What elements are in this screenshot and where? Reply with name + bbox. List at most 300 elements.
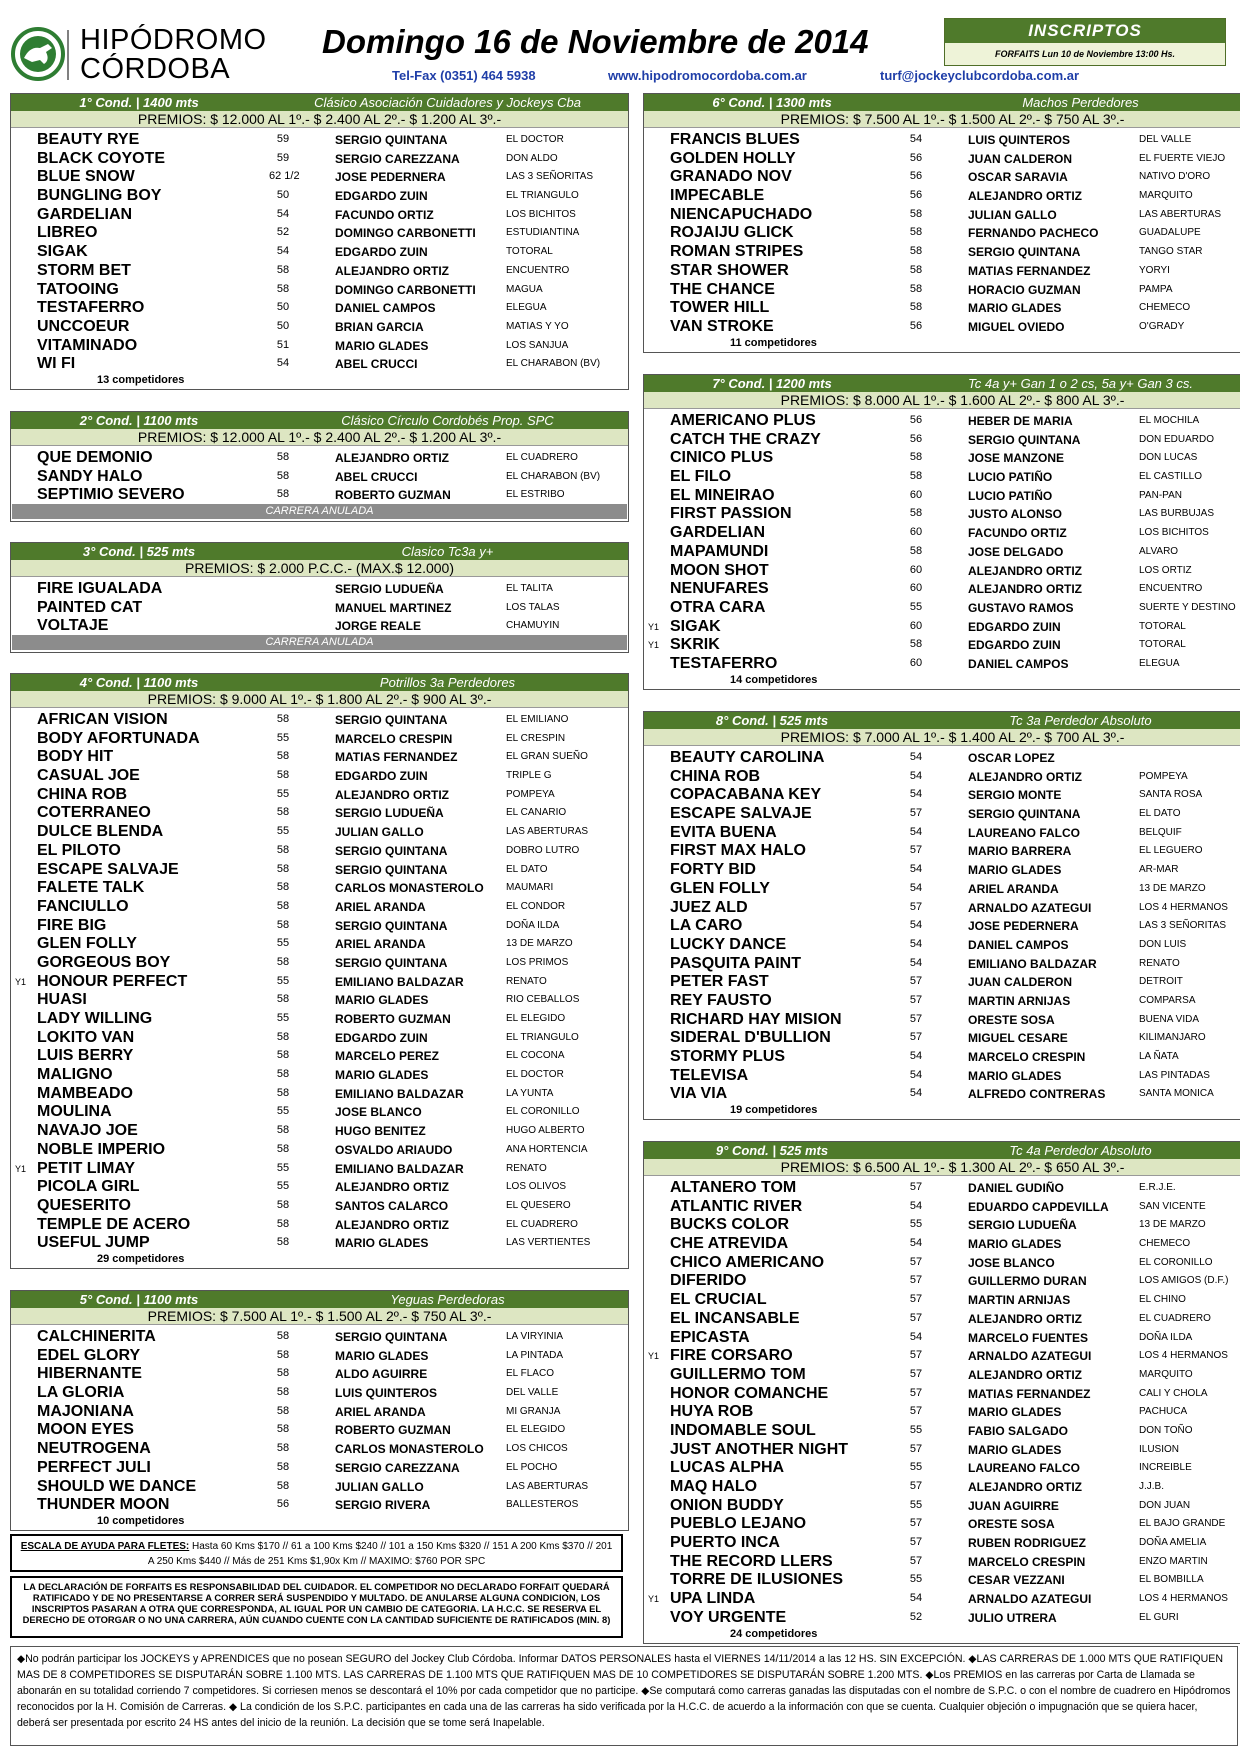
entry-row	[644, 879, 1240, 898]
stud-name: BALLESTEROS	[506, 1499, 579, 1511]
stud-name: EL ELEGIDO	[506, 1424, 566, 1436]
horse-weight: 54	[909, 1050, 923, 1062]
horse-name: MOON EYES	[37, 1421, 134, 1439]
jockey-name: JOSE PEDERNERA	[968, 919, 1079, 934]
race-prizes: PREMIOS: $ 7.500 AL 1º.- $ 1.500 AL 2º.- $ 750 AL 3º.-	[11, 1308, 628, 1325]
entry-row	[644, 486, 1240, 505]
jockey-name: SERGIO LUDUEÑA	[335, 582, 444, 596]
horse-name: AMERICANO PLUS	[670, 412, 816, 429]
horse-name: SKRIK	[670, 636, 720, 654]
entry-row	[11, 223, 628, 242]
horse-weight: 60	[909, 526, 923, 539]
jockey-name: ARIEL ARANDA	[335, 1404, 426, 1419]
stud-name: ENCUENTRO	[1139, 583, 1203, 595]
horse-name: PERFECT JULI	[37, 1458, 151, 1476]
entry-row	[644, 1028, 1240, 1047]
horse-name: UNCCOEUR	[37, 317, 130, 335]
horse-weight: 58	[276, 1049, 290, 1062]
horse-name: IMPECABLE	[670, 187, 765, 205]
horse-name: VAN STROKE	[670, 317, 774, 335]
stud-name: GUADALUPE	[1139, 227, 1201, 239]
entry-row	[644, 617, 1240, 636]
race-card	[643, 711, 1240, 1120]
jockey-name: MARIO GLADES	[335, 993, 429, 1008]
horse-name: EL MINEIRAO	[670, 486, 775, 504]
stud-name: POMPEYA	[506, 788, 555, 800]
horse-name: EPICASTA	[670, 1328, 750, 1346]
stud-name: EL QUESERO	[506, 1199, 571, 1211]
race-header	[644, 94, 1240, 111]
horse-weight: 58	[276, 1198, 290, 1211]
stud-name: HUGO ALBERTO	[506, 1125, 585, 1137]
email-link[interactable]: turf@jockeyclubcordoba.com.ar	[880, 68, 1080, 83]
jockey-name: ALEJANDRO ORTIZ	[335, 263, 449, 278]
horse-weight: 60	[909, 656, 923, 669]
stud-name: 13 DE MARZO	[1139, 882, 1206, 894]
competitor-count: 24 competidores	[730, 1627, 818, 1640]
race-prizes: PREMIOS: $ 7.500 AL 1º.- $ 1.500 AL 2º.- $ 750 AL 3º.-	[644, 111, 1240, 128]
horse-weight: 57	[909, 900, 923, 913]
stud-name: DON LUCAS	[1139, 452, 1198, 464]
stud-name: EL CHINO	[1139, 1294, 1186, 1306]
horse-weight: 57	[909, 1367, 923, 1380]
horse-weight: 54	[909, 1237, 923, 1250]
horse-name: MAQ HALO	[670, 1478, 758, 1495]
horse-weight: 58	[276, 1386, 290, 1399]
horse-weight: 58	[909, 451, 923, 464]
stud-name: MI GRANJA	[506, 1405, 561, 1417]
horse-weight: 54	[909, 1087, 923, 1100]
horse-name: FALETE TALK	[37, 879, 145, 897]
stud-name: LAS ABERTURAS	[506, 1480, 589, 1492]
jockey-name: MARIO GLADES	[968, 1237, 1062, 1252]
entries-list	[11, 128, 628, 373]
horse-weight: 58	[276, 806, 290, 819]
stud-name: PACHUCA	[1139, 1406, 1188, 1418]
horse-weight: 55	[276, 937, 290, 950]
horse-weight: 56	[909, 319, 923, 332]
horse-weight: 57	[909, 993, 923, 1006]
entry-row	[644, 411, 1240, 430]
entry-row	[644, 149, 1240, 168]
entry-row	[644, 748, 1240, 767]
horse-weight: 55	[276, 731, 290, 744]
jockey-name: ORESTE SOSA	[968, 1517, 1055, 1532]
stud-name: EL CORONILLO	[506, 1106, 580, 1118]
entries-list	[11, 708, 628, 1252]
stud-name: MARQUITO	[1139, 190, 1193, 202]
race-prizes: PREMIOS: $ 12.000 AL 1º.- $ 2.400 AL 2º.- $ 1.200 AL 3º.-	[11, 111, 628, 128]
horse-name: TESTAFERRO	[37, 299, 145, 317]
horse-name: CINICO PLUS	[670, 449, 774, 467]
horse-weight: 58	[276, 451, 290, 463]
race-name: Machos Perdedores	[1022, 95, 1139, 110]
jockey-name: EDGARDO ZUIN	[968, 638, 1061, 653]
entry-row	[644, 1066, 1240, 1085]
horse-weight: 57	[909, 975, 923, 988]
stud-name: COMPARSA	[1139, 994, 1196, 1006]
race-name: Tc 4a y+ Gan 1 o 2 cs, 5a y+ Gan 3 cs.	[968, 376, 1193, 391]
jockey-name: HEBER DE MARIA	[968, 414, 1073, 428]
race-header	[11, 674, 628, 691]
entry-row	[11, 1121, 628, 1140]
entry-row	[11, 354, 628, 373]
jockey-name: SERGIO MONTE	[968, 788, 1062, 803]
stud-name: EL FLACO	[506, 1368, 554, 1380]
horse-weight: 58	[909, 470, 923, 483]
entries-list	[11, 1325, 628, 1514]
stud-name: CHEMECO	[1139, 302, 1191, 314]
race-condition: 1° Cond. | 1400 mts	[79, 95, 199, 110]
entry-row	[11, 1346, 628, 1365]
horse-name: CATCH THE CRAZY	[670, 430, 821, 448]
horse-weight: 57	[909, 1536, 923, 1549]
hipodromo-logo-icon	[10, 26, 70, 82]
entry-row	[644, 504, 1240, 523]
entry-row	[644, 448, 1240, 467]
jockey-name: MATIAS FERNANDEZ	[968, 1386, 1091, 1401]
horse-weight: 58	[276, 713, 290, 725]
entry-row	[11, 1065, 628, 1084]
jockey-name: GUSTAVO RAMOS	[968, 600, 1074, 615]
stud-name: EL GURI	[1139, 1611, 1179, 1623]
horse-name: USEFUL JUMP	[37, 1234, 150, 1252]
stud-name: DON LUIS	[1139, 938, 1187, 950]
jockey-name: EDGARDO ZUIN	[335, 769, 428, 784]
horse-weight: 54	[909, 769, 923, 782]
horse-name: LUCAS ALPHA	[670, 1459, 785, 1477]
stud-name: LOS 4 HERMANOS	[1139, 901, 1228, 913]
entry-row	[644, 1440, 1240, 1459]
horse-weight: 54	[909, 788, 923, 801]
jockey-name: MARIO GLADES	[335, 1068, 429, 1083]
horse-name: VITAMINADO	[37, 336, 138, 354]
race-header	[11, 412, 628, 429]
jockey-name: SERGIO QUINTANA	[335, 133, 448, 147]
jockey-name: MIGUEL OVIEDO	[968, 319, 1065, 334]
horse-name: EDEL GLORY	[37, 1346, 141, 1364]
stud-name: EL CANARIO	[506, 807, 567, 819]
entry-row	[644, 1197, 1240, 1216]
horse-name: PASQUITA PAINT	[670, 954, 801, 972]
horse-weight: 57	[909, 1274, 923, 1287]
horse-weight: 58	[909, 263, 923, 276]
jockey-name: MARCELO FUENTES	[968, 1330, 1088, 1345]
jockey-name: LAUREANO FALCO	[968, 825, 1080, 840]
jockey-name: JUAN CALDERON	[968, 151, 1073, 166]
jockey-name: FACUNDO ORTIZ	[968, 526, 1067, 541]
stud-name: EL CUADRERO	[506, 1218, 578, 1230]
horse-name: SEPTIMIO SEVERO	[37, 486, 185, 504]
entry-row	[644, 1570, 1240, 1589]
horse-name: DULCE BLENDA	[37, 823, 164, 841]
entries-list	[11, 577, 628, 635]
stud-name: LA ÑATA	[1139, 1051, 1179, 1062]
jockey-name: EDGARDO ZUIN	[335, 245, 428, 260]
horse-name: CHINA ROB	[670, 767, 761, 785]
stud-name: LAS VERTIENTES	[506, 1237, 591, 1249]
race-prizes: PREMIOS: $ 2.000 P.C.C.- (MAX.$ 12.000)	[11, 560, 628, 577]
horse-weight: 60	[909, 488, 923, 501]
horse-name: HONOUR PERFECT	[37, 972, 188, 990]
stud-name: LA PINTADA	[506, 1349, 564, 1361]
horse-name: SANDY HALO	[37, 467, 143, 485]
horse-name: BEAUTY CAROLINA	[670, 749, 825, 766]
stud-name: EL DOCTOR	[506, 134, 564, 145]
horse-weight: 58	[276, 955, 290, 968]
jockey-name: DANIEL GUDIÑO	[968, 1181, 1064, 1195]
footer-rules: ◆No podrán participar los JOCKEYS y APRENDICES que no posean SEGURO del Jockey Club Córdoba. Informar DATOS PERSONALES hasta el VIERNES 14/11/2014 a las 12 HS. SIN EXCEPCIÓN. ◆LAS CARRERAS DE 1.000 MTS QUE RATIFIQUEN MAS DE 8 COMPETIDORES SE DISPUTARÁN SOBRE 1.100 MTS. LAS CARRERAS DE 1.100 MTS QUE RATIFIQUEN MAS DE 10 COMPETIDORES SE DISPUTARÁN SOBRE 1.200 MTS. ◆Los PREMIOS en las carreras por Carta de Llamada se abonarán en su totalidad corriendo 7 competidores. Si corriesen menos se descontará el 10% por cada competidor que no participe. ◆Se computará como carreras ganadas las disputadas con el nombre de S.P.C. o con el nombre de cuadrero en Hipódromos reconocidos por la H. Comisión de Carreras. ◆ La condición de los S.P.C. participantes en cada una de las carreras ha sido verificada por la H.C.C. de acuerdo a la información con que se cuenta. Cualquier objeción o impugnación que se quiera hacer, deberá ser presentada por escrito 24 HS antes del inicio de la reunión. La decisión que se tome será Inapelable.	[10, 1646, 1238, 1746]
entry-row	[11, 953, 628, 972]
horse-name: UPA LINDA	[670, 1590, 756, 1608]
stud-name: LOS AMIGOS (D.F.)	[1139, 1275, 1229, 1287]
stud-name: SANTA ROSA	[1139, 789, 1203, 801]
horse-name: TELEVISA	[670, 1066, 749, 1084]
brand-name-line2: CÓRDOBA	[80, 53, 231, 85]
jockey-name: SERGIO QUINTANA	[335, 1330, 448, 1344]
jockey-name: SERGIO QUINTANA	[968, 807, 1081, 822]
stud-name: LOS OLIVOS	[506, 1181, 567, 1193]
horse-name: COTERRANEO	[37, 804, 151, 822]
stud-name: CALI Y CHOLA	[1139, 1387, 1208, 1399]
entry-row	[11, 1364, 628, 1383]
horse-name: GLEN FOLLY	[37, 935, 137, 953]
horse-weight: 55	[276, 974, 290, 987]
jockey-name: MARIO GLADES	[335, 338, 429, 353]
entry-row	[11, 972, 628, 991]
stud-name: EL EMILIANO	[506, 714, 569, 725]
horse-name: FIRE BIG	[37, 916, 107, 934]
jockey-name: MARIO GLADES	[335, 1348, 429, 1363]
entry-row	[644, 186, 1240, 205]
entry-row	[644, 542, 1240, 561]
jockey-name: MARCELO CRESPIN	[335, 731, 453, 746]
horse-name: BODY AFORTUNADA	[37, 729, 200, 747]
horse-weight: 56	[909, 414, 923, 426]
entry-row	[11, 1420, 628, 1439]
stud-name: SANTA MONICA	[1139, 1088, 1214, 1100]
competitor-count: 11 competidores	[730, 336, 817, 349]
horse-weight: 58	[276, 899, 290, 912]
horse-weight: 54	[909, 751, 923, 763]
horse-name: ATLANTIC RIVER	[670, 1197, 803, 1215]
stud-name: ELEGUA	[1139, 657, 1180, 669]
jockey-name: ROBERTO GUZMAN	[335, 488, 451, 503]
entry-row	[644, 130, 1240, 149]
horse-weight: 54	[276, 207, 290, 220]
horse-name: FIRE IGUALADA	[37, 580, 163, 597]
horse-name: GORGEOUS BOY	[37, 953, 171, 971]
stud-name: LAS ABERTURAS	[506, 826, 589, 838]
stud-name: TRIPLE G	[506, 770, 552, 782]
inscriptos-box	[944, 18, 1226, 66]
horse-weight: 55	[909, 1423, 923, 1436]
entry-row	[11, 1215, 628, 1234]
stud-name: MAGUA	[506, 283, 543, 295]
entry-row	[644, 1047, 1240, 1066]
stud-name: DON TOÑO	[1139, 1424, 1193, 1436]
stud-name: LOS ORTIZ	[1139, 564, 1192, 576]
stud-name: ELEGUA	[506, 302, 547, 314]
jockey-name: ALEJANDRO ORTIZ	[968, 189, 1082, 204]
horse-weight: 58	[276, 769, 290, 782]
entry-row	[11, 785, 628, 804]
horse-weight: 55	[276, 1161, 290, 1174]
horse-weight: 57	[909, 807, 923, 820]
horse-name: TORRE DE ILUSIONES	[670, 1571, 844, 1589]
horse-weight: 59	[276, 133, 290, 145]
horse-name: LA CARO	[670, 917, 743, 935]
horse-name: TOWER HILL	[670, 299, 770, 317]
stud-name: TOTORAL	[1139, 639, 1186, 651]
horse-weight: 58	[909, 301, 923, 314]
horse-name: EL CRUCIAL	[670, 1291, 767, 1309]
entries-list	[644, 746, 1240, 1103]
entry-row	[644, 167, 1240, 186]
stud-name: DOÑA ILDA	[506, 919, 560, 931]
horse-weight: 55	[909, 1573, 923, 1586]
entry-row	[644, 954, 1240, 973]
stud-name: E.R.J.E.	[1139, 1182, 1176, 1193]
jockey-name: JORGE REALE	[335, 619, 422, 634]
jockey-name: ALEJANDRO ORTIZ	[335, 451, 449, 465]
horse-name: TEMPLE DE ACERO	[37, 1215, 191, 1233]
horse-weight: 62 1/2	[269, 170, 300, 183]
race-header	[644, 712, 1240, 729]
website-link[interactable]: www.hipodromocordoba.com.ar	[608, 68, 807, 83]
entry-row	[11, 149, 628, 168]
entry-row	[11, 579, 628, 598]
stud-name: EL CRESPIN	[506, 732, 566, 744]
entry-row	[11, 1458, 628, 1477]
horse-weight: 58	[276, 1068, 290, 1081]
horse-name: PETIT LIMAY	[37, 1159, 136, 1177]
horse-name: BEAUTY RYE	[37, 131, 140, 148]
stud-name: EL COCONA	[506, 1050, 565, 1062]
stud-name: EL FUERTE VIEJO	[1139, 152, 1226, 164]
jockey-name: LUIS QUINTEROS	[968, 133, 1071, 147]
horse-weight: 58	[276, 1142, 290, 1155]
horse-weight: 60	[909, 619, 923, 632]
horse-name: GOLDEN HOLLY	[670, 149, 796, 167]
race-name: Yeguas Perdedoras	[390, 1292, 505, 1307]
stud-name: ENZO MARTIN	[1139, 1555, 1208, 1567]
entry-row	[11, 1046, 628, 1065]
horse-weight: 58	[276, 862, 290, 875]
entry-row	[11, 860, 628, 879]
escala-fletes-note	[10, 1534, 623, 1572]
entry-row	[644, 635, 1240, 654]
entry-row	[11, 1084, 628, 1103]
entry-row	[644, 804, 1240, 823]
jockey-name: ALFREDO CONTRERAS	[968, 1087, 1106, 1102]
horse-weight: 55	[276, 1180, 290, 1193]
stud-name: LOS CHICOS	[506, 1443, 568, 1455]
horse-weight: 55	[276, 787, 290, 800]
stud-name: DETROIT	[1139, 976, 1183, 988]
horse-weight: 56	[909, 151, 923, 164]
horse-weight: 57	[909, 1386, 923, 1399]
stud-name: ANA HORTENCIA	[506, 1143, 588, 1155]
horse-name: THUNDER MOON	[37, 1496, 170, 1514]
stud-name: EL CHARABON (BV)	[506, 470, 601, 482]
horse-name: EL PILOTO	[37, 841, 121, 859]
entry-row	[644, 1309, 1240, 1328]
jockey-name: SERGIO QUINTANA	[968, 432, 1081, 447]
jockey-name: MARTIN ARNIJAS	[968, 1293, 1071, 1308]
horse-name: FIRE CORSARO	[670, 1347, 793, 1365]
horse-weight: 58	[276, 1479, 290, 1492]
jockey-name: EMILIANO BALDAZAR	[968, 956, 1097, 971]
horse-name: CHE ATREVIDA	[670, 1235, 789, 1253]
stud-name: DOBRO LUTRO	[506, 844, 580, 856]
stud-name: DON ALDO	[506, 152, 558, 164]
race-card	[10, 411, 629, 522]
horse-weight: 58	[276, 1236, 290, 1249]
jockey-name: JULIO UTRERA	[968, 1610, 1057, 1625]
jockey-name: OSVALDO ARIAUDO	[335, 1142, 453, 1157]
horse-name: GARDELIAN	[37, 205, 133, 223]
horse-name: LUCKY DANCE	[670, 935, 787, 953]
horse-weight: 55	[276, 1012, 290, 1024]
horse-weight: 54	[909, 1330, 923, 1343]
jockey-name: SERGIO QUINTANA	[335, 862, 448, 877]
jockey-name: LUCIO PATIÑO	[968, 488, 1053, 503]
entry-row	[644, 1458, 1240, 1477]
jockey-name: JULIAN GALLO	[335, 825, 424, 840]
horse-name: BUCKS COLOR	[670, 1216, 790, 1234]
horse-name: SIGAK	[37, 243, 88, 261]
horse-name: PAINTED CAT	[37, 598, 143, 616]
entry-row	[644, 1215, 1240, 1234]
horse-name: CASUAL JOE	[37, 767, 140, 785]
stud-name: ENCUENTRO	[506, 264, 570, 276]
stud-name: EL CUADRERO	[506, 452, 578, 463]
horse-weight: 56	[276, 1498, 290, 1511]
stud-name: SUERTE Y DESTINO	[1139, 601, 1236, 613]
horse-name: NIENCAPUCHADO	[670, 205, 813, 223]
jockey-name: SERGIO QUINTANA	[335, 843, 448, 858]
horse-weight: 58	[276, 881, 290, 894]
horse-weight: 58	[276, 1460, 290, 1473]
jockey-name: EDUARDO CAPDEVILLA	[968, 1199, 1109, 1214]
jockey-name: MATIAS FERNANDEZ	[968, 263, 1091, 278]
stud-name: DEL VALLE	[1139, 134, 1192, 145]
stud-name: EL ELEGIDO	[506, 1013, 566, 1024]
horse-weight: 58	[276, 282, 290, 295]
horse-name: QUE DEMONIO	[37, 449, 153, 466]
stud-name: EL BAJO GRANDE	[1139, 1518, 1226, 1530]
competitor-count: 13 competidores	[97, 373, 185, 386]
jockey-name: CARLOS MONASTEROLO	[335, 881, 484, 896]
horse-name: SIDERAL D'BULLION	[670, 1029, 831, 1047]
entry-row	[644, 972, 1240, 991]
horse-weight: 54	[909, 133, 923, 145]
horse-weight: 56	[909, 170, 923, 183]
stud-name: PAN-PAN	[1139, 489, 1182, 501]
stud-name: EL TRIANGULO	[506, 190, 579, 202]
jockey-name: MARCELO CRESPIN	[968, 1050, 1086, 1064]
entry-row	[11, 729, 628, 748]
stud-name: NATIVO D'ORO	[1139, 171, 1211, 183]
jockey-name: SERGIO CAREZZANA	[335, 151, 460, 166]
entry-marker: Y1	[648, 1351, 660, 1362]
jockey-name: ARNALDO AZATEGUI	[968, 1349, 1092, 1364]
stud-name: EL ESTRIBO	[506, 489, 565, 501]
horse-name: EL INCANSABLE	[670, 1309, 800, 1327]
race-condition: 7° Cond. | 1200 mts	[712, 376, 832, 391]
horse-name: VOY URGENTE	[670, 1608, 787, 1626]
